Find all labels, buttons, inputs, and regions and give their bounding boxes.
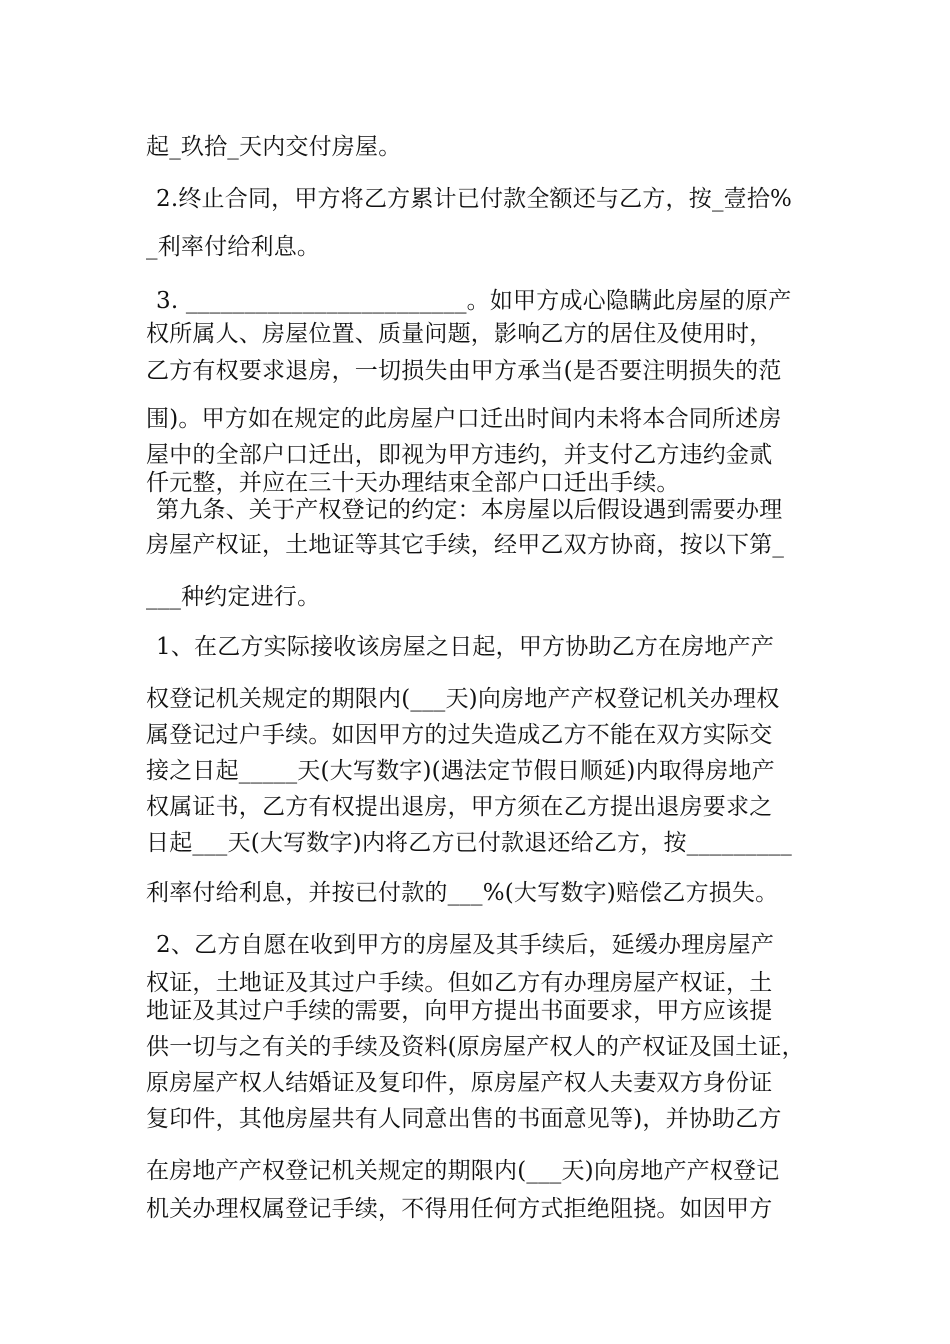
text-line: 1、在乙方实际接收该房屋之日起，甲方协助乙方在房地产产	[156, 634, 775, 660]
text-line: 供一切与之有关的手续及资料(原房屋产权人的产权证及国土证，	[146, 1034, 805, 1060]
text-line: 权属证书，乙方有权提出退房，甲方须在乙方提出退房要求之	[146, 794, 773, 820]
text-line: 房屋产权证，土地证等其它手续，经甲乙双方协商，按以下第_	[146, 532, 785, 558]
text-line: 屋中的全部户口迁出，即视为甲方违约，并支付乙方违约金贰	[146, 442, 773, 468]
text-line: 日起___天(大写数字)内将乙方已付款退还给乙方，按_________	[146, 830, 792, 856]
text-line: 接之日起_____天(大写数字)(遇法定节假日顺延)内取得房地产	[146, 758, 775, 784]
text-line: 在房地产产权登记机关规定的期限内(___天)向房地产产权登记	[146, 1158, 780, 1184]
text-line: ___种约定进行。	[146, 584, 321, 610]
text-line: 2、乙方自愿在收到甲方的房屋及其手续后，延缓办理房屋产	[156, 932, 775, 958]
text-line: 权登记机关规定的期限内(___天)向房地产产权登记机关办理权	[146, 686, 780, 712]
text-line: 地证及其过户手续的需要，向甲方提出书面要求，甲方应该提	[146, 998, 773, 1024]
text-line: 乙方有权要求退房，一切损失由甲方承当(是否要注明损失的范	[146, 358, 782, 384]
text-line: 利率付给利息，并按已付款的___%(大写数字)赔偿乙方损失。	[146, 880, 779, 906]
text-line: 3. ________________________。如甲方成心隐瞒此房屋的原产	[156, 288, 792, 314]
text-line: 围)。甲方如在规定的此房屋户口迁出时间内未将本合同所述房	[146, 406, 782, 432]
text-line: 权证，土地证及其过户手续。但如乙方有办理房屋产权证，土	[146, 970, 773, 996]
text-line: 原房屋产权人结婚证及复印件，原房屋产权人夫妻双方身份证	[146, 1070, 773, 1096]
text-line: 复印件，其他房屋共有人同意出售的书面意见等)，并协助乙方	[146, 1106, 782, 1132]
text-line: 2.终止合同，甲方将乙方累计已付款全额还与乙方，按_壹拾%	[156, 186, 793, 212]
text-line: 属登记过户手续。如因甲方的过失造成乙方不能在双方实际交	[146, 722, 773, 748]
text-line: 仟元整，并应在三十天办理结束全部户口迁出手续。	[146, 470, 680, 496]
text-line: 权所属人、房屋位置、质量问题，影响乙方的居住及使用时，	[146, 321, 773, 347]
text-line: 起_玖拾_天内交付房屋。	[146, 134, 402, 160]
text-line: _利率付给利息。	[146, 234, 321, 260]
text-line: 机关办理权属登记手续，不得用任何方式拒绝阻挠。如因甲方	[146, 1196, 773, 1222]
section-heading: 第九条、关于产权登记的约定：本房屋以后假设遇到需要办理	[156, 497, 783, 523]
